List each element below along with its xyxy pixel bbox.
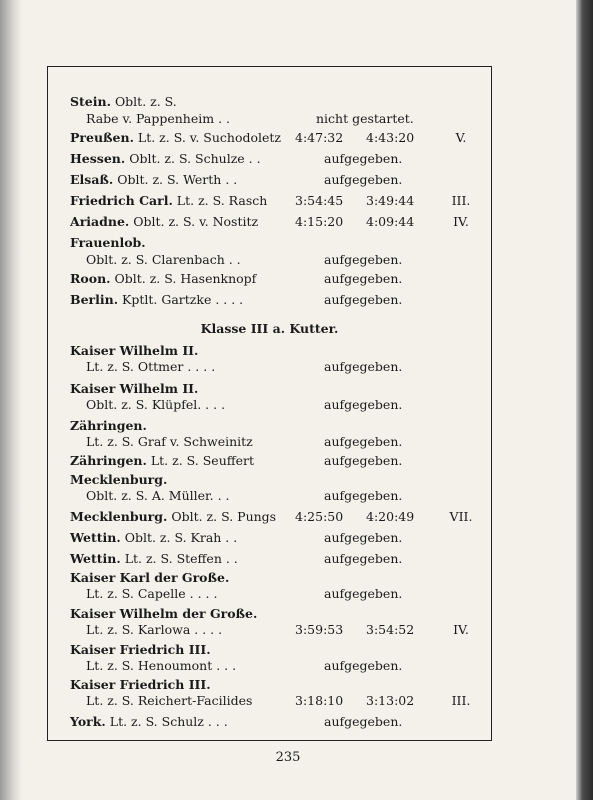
table-row (48, 507, 491, 527)
ship-name: Kaiser Wilhelm der Große. (70, 606, 258, 621)
place-rank: IV. (453, 214, 469, 229)
ship-name: Wettin. (70, 551, 121, 566)
crew-info: Lt. z. S. Karlowa . . . . (86, 622, 223, 637)
crew-info: Oblt. z. S. Schulze . . (129, 151, 261, 166)
crew-info: Oblt. z. S. Hasenknopf (114, 271, 257, 286)
time-elapsed: 4:47:32 (295, 130, 344, 145)
crew-info: Lt. z. S. Reichert-Facilides (86, 693, 253, 708)
ship-name: Mecklenburg. (70, 509, 168, 524)
ship-name: Zähringen. (70, 418, 147, 433)
status-text: nicht gestartet. (316, 111, 414, 126)
ship-name: Kaiser Friedrich III. (70, 642, 211, 657)
crew-info: Lt. z. S. Capelle . . . . (86, 586, 218, 601)
ship-name: Frauenlob. (70, 235, 146, 250)
status-text: aufgegeben. (324, 252, 403, 267)
status-text: aufgegeben. (324, 397, 403, 412)
table-row (48, 149, 491, 169)
crew-info: Lt. z. S. Graf v. Schweinitz (86, 434, 253, 449)
table-row (48, 269, 491, 289)
ship-name: Kaiser Friedrich III. (70, 677, 211, 692)
ship-name: Roon. (70, 271, 111, 286)
ship-name: Stein. (70, 94, 111, 109)
crew-info: Lt. z. S. Seuffert (150, 453, 255, 468)
table-row (48, 395, 491, 415)
time-elapsed: 4:15:20 (295, 214, 344, 229)
ship-name: Preußen. (70, 130, 134, 145)
crew-info: Lt. z. S. v. Suchodoletz (137, 130, 282, 145)
crew-info: Oblt. z. S. Werth . . (117, 172, 238, 187)
table-row (48, 712, 491, 732)
place-rank: IV. (453, 622, 469, 637)
status-text: aufgegeben. (324, 586, 403, 601)
ship-name: Wettin. (70, 530, 121, 545)
table-row (48, 170, 491, 190)
book-edge (576, 0, 593, 800)
crew-info: Rabe v. Pappenheim . . (86, 111, 230, 126)
ship-name: Kaiser Wilhelm II. (70, 381, 199, 396)
status-text: aufgegeben. (324, 151, 403, 166)
crew-info: Oblt. z. S. A. Müller. . . (86, 488, 230, 503)
table-row (48, 691, 491, 711)
book-gutter (0, 0, 22, 800)
ship-name: Kaiser Karl der Große. (70, 570, 230, 585)
status-text: aufgegeben. (324, 530, 403, 545)
status-text: aufgegeben. (324, 172, 403, 187)
time-elapsed: 3:18:10 (295, 693, 344, 708)
crew-info: Kptlt. Gartzke . . . . (122, 292, 244, 307)
ship-name: Elsaß. (70, 172, 114, 187)
status-text: aufgegeben. (324, 434, 403, 449)
status-text: aufgegeben. (324, 714, 403, 729)
time-corrected: 4:43:20 (366, 130, 415, 145)
crew-info: Lt. z. S. Henoumont . . . (86, 658, 237, 673)
time-corrected: 4:20:49 (366, 509, 415, 524)
table-row (48, 620, 491, 640)
page-number: 235 (275, 750, 301, 765)
crew-info: Oblt. z. S. Klüpfel. . . . (86, 397, 226, 412)
status-text: aufgegeben. (324, 658, 403, 673)
time-corrected: 3:13:02 (366, 693, 415, 708)
table-row (48, 584, 491, 604)
status-text: aufgegeben. (324, 292, 403, 307)
crew-info: Lt. z. S. Steffen . . (124, 551, 238, 566)
crew-info: Lt. z. S. Ottmer . . . . (86, 359, 216, 374)
crew-info: Oblt. z. S. Krah . . (124, 530, 238, 545)
status-text: aufgegeben. (324, 271, 403, 286)
time-corrected: 3:49:44 (366, 193, 415, 208)
status-text: aufgegeben. (324, 359, 403, 374)
place-rank: V. (455, 130, 467, 145)
table-row (48, 528, 491, 548)
section-header-row (48, 319, 491, 339)
time-corrected: 4:09:44 (366, 214, 415, 229)
crew-info: Lt. z. S. Schulz . . . (109, 714, 228, 729)
table-row (48, 357, 491, 377)
table-row (48, 212, 491, 232)
ship-name: Mecklenburg. (70, 472, 168, 487)
place-rank: III. (451, 693, 471, 708)
crew-info: Oblt. z. S. (114, 94, 177, 109)
time-elapsed: 4:25:50 (295, 509, 344, 524)
ship-name: Hessen. (70, 151, 126, 166)
time-elapsed: 3:59:53 (295, 622, 344, 637)
ship-name: Zähringen. (70, 453, 147, 468)
crew-info: Oblt. z. S. Clarenbach . . (86, 252, 241, 267)
ship-name: York. (70, 714, 106, 729)
ship-name: Friedrich Carl. (70, 193, 173, 208)
table-row (48, 486, 491, 506)
table-row (48, 109, 491, 129)
place-rank: VII. (449, 509, 473, 524)
crew-info: Oblt. z. S. Pungs (171, 509, 277, 524)
ship-name: Kaiser Wilhelm II. (70, 343, 199, 358)
table-row (48, 451, 491, 471)
table-row (48, 191, 491, 211)
place-rank: III. (451, 193, 471, 208)
status-text: aufgegeben. (324, 453, 403, 468)
ship-name: Berlin. (70, 292, 119, 307)
table-row (48, 432, 491, 452)
section-header: Klasse III a. Kutter. (200, 321, 339, 336)
table-row (48, 250, 491, 270)
table-row (48, 128, 491, 148)
status-text: aufgegeben. (324, 488, 403, 503)
time-corrected: 3:54:52 (366, 622, 415, 637)
crew-info: Lt. z. S. Rasch (176, 193, 268, 208)
table-row (48, 656, 491, 676)
time-elapsed: 3:54:45 (295, 193, 344, 208)
table-frame (47, 66, 492, 741)
crew-info: Oblt. z. S. v. Nostitz (133, 214, 259, 229)
table-row (48, 290, 491, 310)
status-text: aufgegeben. (324, 551, 403, 566)
table-row (48, 549, 491, 569)
ship-name: Ariadne. (70, 214, 130, 229)
